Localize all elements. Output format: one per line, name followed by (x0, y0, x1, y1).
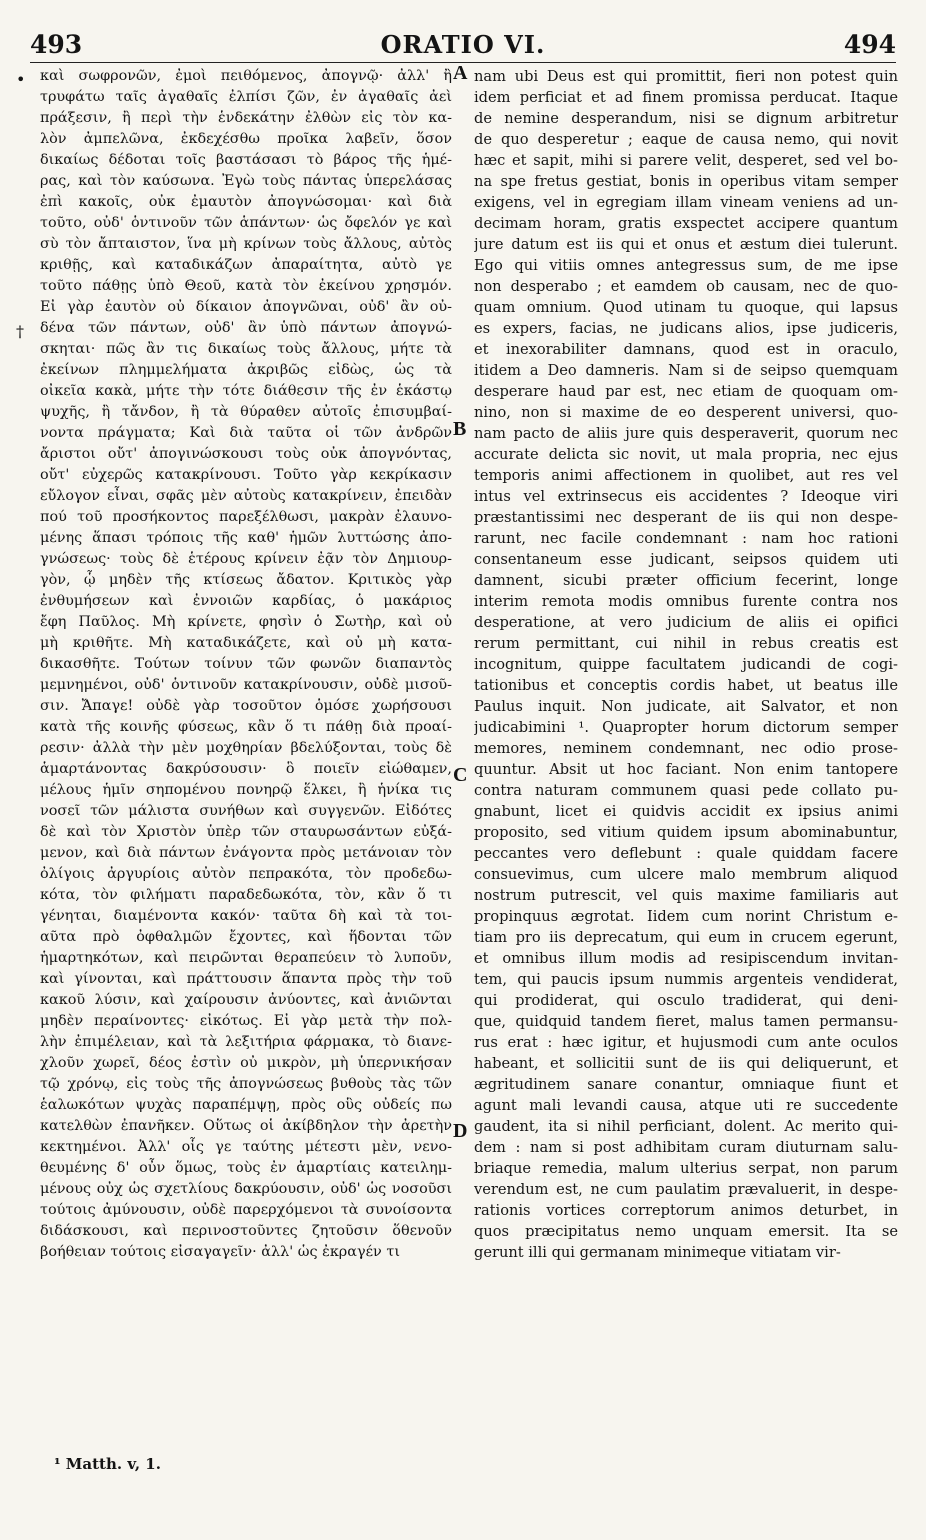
latin-text-line: desperare haud par est, nec etiam de quoquam om- (474, 383, 898, 400)
latin-text-line: propinquus ægrotat. Iidem cum norint Christum e- (474, 908, 898, 925)
latin-text-line: itidem a Deo damneris. Nam si de seipso quemquam (474, 362, 898, 379)
greek-text-line: πράξεσιν, ἢ περὶ τὴν ἑνδεκάτην ἐλθὼν εἰς τὸν κα- (40, 110, 452, 126)
greek-text-line: ἔφη Παῦλος. Μὴ κρίνετε, φησὶν ὁ Σωτὴρ, καὶ οὐ (40, 614, 452, 630)
greek-text-line: ρας, καὶ τὸν καύσωνα. Ἐγὼ τοὺς πάντας ὑπερελάσας (40, 173, 452, 189)
greek-text-line: ἐπὶ κακοῖς, οὐκ ἐμαυτὸν ἀπογνώσομαι· καὶ διὰ (40, 194, 452, 210)
greek-text-line: νοσεῖ τῶν μάλιστα συνήθων καὶ συγγενῶν. Εἰδότες (40, 803, 452, 819)
margin-letter-b: B (453, 418, 467, 440)
greek-text-line: ἐκείνων πλημμελήματα ἀκριβῶς εἰδὼς, ὡς τὰ (40, 362, 452, 378)
latin-text-line: quuntur. Absit ut hoc faciant. Non enim tantopere (474, 761, 898, 778)
greek-text-line: τῷ χρόνῳ, εἰς τοὺς τῆς ἀπογνώσεως βυθοὺς τὰς τῶν (40, 1076, 452, 1092)
greek-text-line: ἡμαρτηκότων, καὶ πειρῶνται θεραπεύειν τὸ λυποῦν, (40, 950, 452, 966)
greek-text-line: λὸν ἀμπελῶνα, ἐκδεχέσθω προῖκα λαβεῖν, ὅσον (40, 131, 452, 147)
latin-text-line: nino, non si maxime de eo desperent universi, quo- (474, 404, 898, 421)
latin-text-line: idem perficiat et ad finem promissa perducat. Itaque (474, 89, 898, 106)
latin-text-line: habeant, et sollicitii sunt de iis qui deliquerunt, et (474, 1055, 898, 1072)
greek-text-line: καὶ σωφρονῶν, ἐμοὶ πειθόμενος, ἀπογνῷ· ἀλλ' ἢ (40, 68, 452, 84)
footnote: ¹ Matth. v, 1. (54, 1455, 161, 1473)
latin-text-line: tiam pro iis deprecatum, qui eum in crucem egerunt, (474, 929, 898, 946)
greek-text-line: μένους οὐχ ὡς σχετλίους δακρύουσιν, οὐδ' ὡς νοσοῦσι (40, 1181, 452, 1197)
latin-text-line: de quo desperetur ; eaque de causa nemo, qui novit (474, 131, 898, 148)
greek-text-line: κότα, τὸν φιλήματι παραδεδωκότα, τὸν, κἂν ὅ τι (40, 887, 452, 903)
latin-text-line: quam omnium. Quod utinam tu quoque, qui lapsus (474, 299, 898, 316)
latin-text-line: quos præcipitatus nemo unquam emersit. Ita se (474, 1223, 898, 1240)
greek-text-line: σὺ τὸν ἄπταιστον, ἵνα μὴ κρίνων τοὺς ἄλλους, αὐτὸς (40, 236, 452, 252)
greek-text-line: τούτοις ἀμύνουσιν, οὐδὲ παρερχόμενοι τὰ συνοίσοντα (40, 1202, 452, 1218)
latin-text-line: rerum permittant, cui nihil in rebus creatis est (474, 635, 898, 652)
greek-text-line: ψυχῆς, ἢ τἄνδον, ἢ τὰ θύραθεν αὐτοῖς ἐπισυμβαί- (40, 404, 452, 420)
latin-text-line: Ego qui vitiis omnes antegressus sum, de me ipse (474, 257, 898, 274)
latin-text-line: jure datum est iis qui et onus et æstum diei tulerunt. (474, 236, 898, 253)
greek-text-line: δικασθῆτε. Τούτων τοίνυν τῶν φωνῶν διαπαντὸς (40, 656, 452, 672)
greek-text-line: δὲ καὶ τὸν Χριστὸν ὑπὲρ τῶν σταυρωσάντων εὐξά- (40, 824, 452, 840)
latin-text-line: intus vel extrinsecus eis accidentes ? Ideoque viri (474, 488, 898, 505)
latin-text-line: rus erat : hæc igitur, et hujusmodi cum ante oculos (474, 1034, 898, 1051)
latin-text-line: judicabimini ¹. Quapropter horum dictorum semper (474, 719, 898, 736)
latin-text-line: non desperabo ; et eamdem ob causam, nec de quo- (474, 278, 898, 295)
greek-text-line: Εἰ γὰρ ἑαυτὸν οὐ δίκαιον ἀπογνῶναι, οὐδ' ἂν οὐ- (40, 299, 452, 315)
latin-text-line: temporis animi affectionem in quolibet, aut res vel (474, 467, 898, 484)
latin-text-line: consentaneum esse judicant, seipsos quidem uti (474, 551, 898, 568)
greek-text-line: γνώσεως· τοὺς δὲ ἑτέρους κρίνειν ἐᾷν τὸν Δημιουρ- (40, 551, 452, 567)
greek-text-line: ἑαλωκότων ψυχὰς παραπέμψῃ, πρὸς οὓς οὐδείς πω (40, 1097, 452, 1113)
page-header (30, 28, 896, 63)
latin-text-line: contra naturam communem quasi pede collato pu- (474, 782, 898, 799)
latin-text-line: proposito, sed vitium quidem ipsum abominabuntur, (474, 824, 898, 841)
latin-text-line: tationibus et conceptis cordis habet, ut beatus ille (474, 677, 898, 694)
latin-text-line: gaudent, ita si nihil perficiant, dolent. Ac merito qui- (474, 1118, 898, 1135)
greek-text-line: χλοῦν χωρεῖ, δέος ἐστὶν οὐ μικρὸν, μὴ ὑπερνικήσαν (40, 1055, 452, 1071)
latin-text-column (474, 66, 898, 1263)
greek-text-line: κατὰ τῆς κοινῆς φύσεως, κἂν ὅ τι πάθῃ διὰ προαί- (40, 719, 452, 735)
latin-text-line: que, quidquid tandem fieret, malus tamen permansu- (474, 1013, 898, 1030)
margin-cross-icon: † (16, 322, 24, 341)
latin-text-line: exigens, vel in egregiam illam vineam veniens ad un- (474, 194, 898, 211)
latin-text-line: na spe fretus gestiat, bonis in operibus vitam semper (474, 173, 898, 190)
latin-text-line: consuevimus, cum ulcere malo membrum aliquod (474, 866, 898, 883)
greek-text-line: μέλους ἡμῖν σηπομένου πονηρῷ ἕλκει, ἢ ἡνίκα τις (40, 782, 452, 798)
margin-letter-d: D (453, 1120, 468, 1142)
greek-text-line: μεμνημένοι, οὐδ' ὁντινοῦν κατακρίνουσιν, οὐδὲ μισοῦ- (40, 677, 452, 693)
latin-text-line: et omnibus illum modis ad resipiscendum invitan- (474, 950, 898, 967)
greek-text-line: κακοῦ λύσιν, καὶ χαίρουσιν ἀνύοντες, καὶ ἀνιῶνται (40, 992, 452, 1008)
latin-text-line: interim remota modis omnibus furente contra nos (474, 593, 898, 610)
right-page-number: 494 (843, 30, 896, 59)
latin-text-line: peccantes vero deflebunt : quale quiddam facere (474, 845, 898, 862)
greek-text-line: αῦτα πρὸ ὀφθαλμῶν ἔχοντες, καὶ ἥδονται τῶν (40, 929, 452, 945)
greek-text-line: ἁμαρτάνοντας δακρύσουσιν· ὃ ποιεῖν εἰώθαμεν, (40, 761, 452, 777)
greek-text-line: ἐνθυμήσεων καὶ ἐννοιῶν καρδίας, ὁ μακάριος (40, 593, 452, 609)
latin-text-line: briaque remedia, malum ulterius serpat, non parum (474, 1160, 898, 1177)
latin-text-line: desperatione, at vero judicium de aliis ei opifici (474, 614, 898, 631)
latin-text-line: damnent, sicubi præter officium fecerint, longe (474, 572, 898, 589)
latin-text-line: incognitum, quippe facultatem judicandi de cogi- (474, 656, 898, 673)
margin-dot-icon: • (16, 70, 26, 89)
greek-text-line: μὴ κριθῆτε. Μὴ καταδικάζετε, καὶ οὐ μὴ κατα- (40, 635, 452, 651)
latin-text-line: rationis vortices correptorum animos deturbet, in (474, 1202, 898, 1219)
greek-text-line: μηδὲν περαίνοντες· εἰκότως. Εἰ γὰρ μετὰ τὴν πολ- (40, 1013, 452, 1029)
greek-text-line: δικαίως δέδοται τοῖς βαστάσασι τὸ βάρος τῆς ἡμέ- (40, 152, 452, 168)
greek-text-line: κατελθὼν ἐπανῆκεν. Οὕτως οἱ ἀκίβδηλον τὴν ἀρετὴν (40, 1118, 452, 1134)
greek-text-line: εὔλογον εἶναι, σφᾶς μὲν αὐτοὺς κατακρίνειν, ἐπειδὰν (40, 488, 452, 504)
greek-text-line: οὔτ' εὐχερῶς κατακρίνουσι. Τοῦτο γὰρ κεκρίκασιν (40, 467, 452, 483)
latin-text-line: et inexorabiliter damnans, quod est in oraculo, (474, 341, 898, 358)
greek-text-line: ρεσιν· ἀλλὰ τὴν μὲν μοχθηρίαν βδελύξονται, τοὺς δὲ (40, 740, 452, 756)
latin-text-line: agunt mali levandi causa, atque uti re succedente (474, 1097, 898, 1114)
latin-text-line: tem, qui paucis ipsum nummis argenteis vendiderat, (474, 971, 898, 988)
latin-text-line: ægritudinem sanare conantur, omniaque fiunt et (474, 1076, 898, 1093)
greek-text-line: βοήθειαν τούτοις εἰσαγαγεῖν· ἀλλ' ὡς ἐκραγέν τι (40, 1244, 400, 1260)
greek-text-line: σκηται· πῶς ἂν τις δικαίως τοὺς ἄλλους, μήτε τὰ (40, 341, 452, 357)
greek-text-line: θευμένης δ' οὖν ὅμως, τοὺς ἐν ἁμαρτίαις κατειλημ- (40, 1160, 452, 1176)
greek-text-line: μένης ἅπασι τρόποις τῆς καθ' ἡμῶν λυττώσης ἀπο- (40, 530, 452, 546)
greek-text-line: δένα τῶν πάντων, οὐδ' ἂν ὑπὸ πάντων ἀπογνώ- (40, 320, 452, 336)
greek-text-line: οἰκεῖα κακὰ, μήτε τὴν τότε διάθεσιν τῆς ἐν ἑκάστῳ (40, 383, 452, 399)
greek-text-line: λὴν ἐπιμέλειαν, καὶ τὰ λεξιτήρια φάρμακα, τὸ διανε- (40, 1034, 452, 1050)
margin-letter-c: C (453, 764, 468, 786)
greek-text-line: τρυφάτω ταῖς ἀγαθαῖς ἐλπίσι ζῶν, ἐν ἀγαθαῖς ἀεὶ (40, 89, 452, 105)
latin-text-line: rarunt, nec facile condemnant : nam hoc rationi (474, 530, 898, 547)
latin-text-line: gnabunt, licet ei quidvis accidit ex ipsius animi (474, 803, 898, 820)
running-title: ORATIO VI. (380, 30, 546, 59)
greek-text-line: γὸν, ᾧ μηδὲν τῆς κτίσεως ἄδατον. Κριτικὸς γὰρ (40, 572, 452, 588)
latin-text-line: decimam horam, gratis exspectet accipere quantum (474, 215, 898, 232)
latin-text-line: accurate delicta sic novit, ut mala propria, nec ejus (474, 446, 898, 463)
latin-text-line: Paulus inquit. Non judicate, ait Salvator, et non (474, 698, 898, 715)
latin-text-line: qui prodiderat, qui osculo tradiderat, qui deni- (474, 992, 898, 1009)
latin-text-line: gerunt illi qui germanam minimeque vitiatam vir- (474, 1244, 841, 1261)
greek-text-line: ὀλίγοις ἀργυρίοις αὐτὸν πεπρακότα, τὸν προδεδω- (40, 866, 452, 882)
greek-text-line: νοντα πράγματα; Καὶ διὰ ταῦτα οἱ τῶν ἀνδρῶν (40, 425, 452, 441)
greek-text-line: κεκτημένοι. Ἀλλ' οἷς γε ταύτης μέτεστι μὲν, νενο- (40, 1139, 452, 1155)
latin-text-line: nam pacto de aliis jure quis desperaverit, quorum nec (474, 425, 898, 442)
greek-text-line: τοῦτο, οὐδ' ὁντινοῦν τῶν ἁπάντων· ὡς ὄφελόν γε καὶ (40, 215, 452, 231)
latin-text-line: nam ubi Deus est qui promittit, fieri non potest quin (474, 68, 898, 85)
greek-text-line: γένηται, διαμένοντα κακόν· ταῦτα δὴ καὶ τὰ τοι- (40, 908, 452, 924)
latin-text-line: præstantissimi nec desperant de iis qui non despe- (474, 509, 898, 526)
greek-text-line: ἄριστοι οὔτ' ἀπογινώσκουσι τοὺς οὐκ ἀπογνόντας, (40, 446, 452, 462)
greek-text-line: καὶ γίνονται, καὶ πράττουσιν ἅπαντα πρὸς τὴν τοῦ (40, 971, 452, 987)
latin-text-line: es expers, facias, ne judicans alios, ipse judiceris, (474, 320, 898, 337)
latin-text-line: dem : nam si post adhibitam curam diuturnam salu- (474, 1139, 898, 1156)
greek-text-line: τοῦτο πάθῃς ὑπὸ Θεοῦ, κατὰ τὸν ἐκείνου χρησμόν. (40, 278, 452, 294)
left-page-number: 493 (30, 30, 83, 59)
greek-text-line: κριθῇς, καὶ καταδικάζων ἀπαραίτητα, αὐτὸ γε (40, 257, 452, 273)
greek-text-column (40, 66, 452, 1263)
latin-text-line: de nemine desperandum, nisi se dignum arbitretur (474, 110, 898, 127)
greek-text-line: διδάσκουσι, καὶ περινοστοῦντες ζητοῦσιν ὅθενοῦν (40, 1223, 452, 1239)
greek-text-line: σιν. Ἄπαγε! οὐδὲ γὰρ τοσοῦτον ὁμόσε χωρήσουσι (40, 698, 452, 714)
latin-text-line: memores, neminem condemnant, nec odio prose- (474, 740, 898, 757)
latin-text-line: verendum est, ne cum paulatim prævaluerit, in despe- (474, 1181, 898, 1198)
latin-text-line: hæc et sapit, mihi si parere velit, desperet, sed vel bo- (474, 152, 898, 169)
latin-text-line: nostrum putrescit, vel quis maxime familiaris aut (474, 887, 898, 904)
margin-letter-a: A (453, 62, 468, 84)
greek-text-line: μενον, καὶ διὰ πάντων ἐνάγοντα πρὸς μετάνοιαν τὸν (40, 845, 452, 861)
greek-text-line: πού τοῦ προσήκοντος παρεξέλθωσι, μακρὰν ἐλαυνο- (40, 509, 452, 525)
